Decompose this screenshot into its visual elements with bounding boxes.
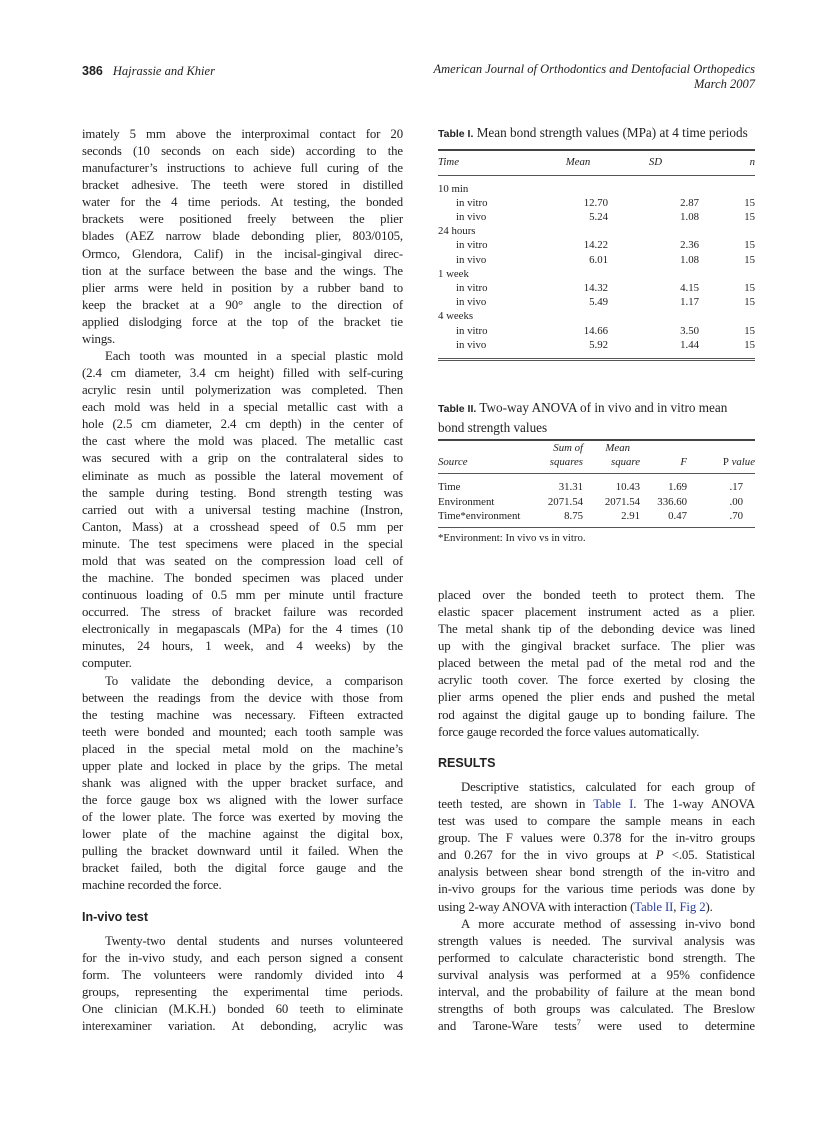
paragraph xyxy=(82,673,403,895)
time-period-cell: 24 hours xyxy=(438,225,476,238)
p-value-cell: .17 xyxy=(729,481,743,494)
sum-of-squares-cell: 31.31 xyxy=(558,481,583,494)
sd-cell: 2.36 xyxy=(680,239,699,252)
mean-cell: 5.92 xyxy=(589,338,608,351)
mean-cell: 12.70 xyxy=(583,196,608,209)
text-line: was secured with a grip on the contralateral sides to xyxy=(82,451,403,466)
table-group-row xyxy=(438,175,755,196)
text-line: electronically in megapascals (MPa) for the 4 times (10 xyxy=(82,622,403,637)
table-1-grid xyxy=(438,149,755,361)
text-line: the machine. The bonded specimen was placed under xyxy=(82,571,403,586)
text-line: Twenty-two dental students and nurses volunteered xyxy=(105,934,403,948)
text-line: plier arms opened the plier ends and pushed the metal xyxy=(438,690,755,705)
text-line: applied dislodging force at the top of the bracket tie xyxy=(82,314,403,329)
text-line: minute. The test specimens were placed in the special xyxy=(82,536,403,551)
mean-square-cell: 2.91 xyxy=(621,509,640,522)
text-line: water for the 4 time periods. At testing, the bonded xyxy=(82,195,403,210)
cross-reference-link[interactable]: Table II xyxy=(634,899,674,914)
left-column xyxy=(82,126,403,895)
empty-cell xyxy=(608,309,703,323)
time-period-cell: 4 weeks xyxy=(438,310,474,323)
text-line: imately 5 mm above the interproximal contact for 20 xyxy=(82,127,403,141)
right-column xyxy=(438,587,755,741)
text-line: occurred. The stress of bracket failure was recorded xyxy=(82,605,403,620)
source-cell: Time xyxy=(438,481,461,494)
text-line: lower plate of the machine against the digital box, xyxy=(82,827,403,842)
f-cell: 336.60 xyxy=(657,495,687,508)
table-1-caption-text: Mean bond strength values (MPa) at 4 time periods xyxy=(476,125,748,140)
cross-reference-link[interactable]: Fig 2 xyxy=(679,899,706,914)
environment-cell: in vivo xyxy=(456,338,487,351)
text-run: <.05. Statistical xyxy=(663,848,756,863)
text-line: strengths of both groups was calculated. The Breslow xyxy=(438,1002,755,1017)
sd-cell: 4.15 xyxy=(680,281,699,294)
table-row xyxy=(438,210,755,224)
empty-cell xyxy=(703,224,755,238)
empty-cell xyxy=(548,267,608,281)
p-value-cell: .70 xyxy=(729,509,743,522)
text-line: up with the gingival bracket surface. The plier was xyxy=(438,639,755,654)
table-row xyxy=(438,474,755,495)
n-cell: 15 xyxy=(744,239,755,252)
journal-name: American Journal of Orthodontics and Dentofacial Orthopedics xyxy=(433,62,755,76)
text-line: One clinician (M.K.H.) bonded 60 teeth to eliminate xyxy=(82,1002,403,1017)
mean-cell: 14.32 xyxy=(583,281,608,294)
text-line xyxy=(438,847,755,864)
text-line: the cast where the mold was placed. The metallic cast xyxy=(82,434,403,449)
text-line: manufacturer’s instructions to achieve full curing of the xyxy=(82,161,403,176)
text-line: continuous loading of 0.5 mm per minute until fracture xyxy=(82,588,403,603)
text-line: analysis between shear bond strength of the in-vitro and xyxy=(438,865,755,880)
text-line xyxy=(438,1018,755,1035)
text-line: tion at the surface between the base and the wings. The xyxy=(82,263,403,278)
running-header-right xyxy=(434,62,756,92)
p-value-cell: .00 xyxy=(729,495,743,508)
italic-symbol: P xyxy=(655,848,664,863)
text-run: using 2-way ANOVA with interaction ( xyxy=(438,899,635,914)
sum-of-squares-cell: 8.75 xyxy=(564,509,583,522)
table-row xyxy=(438,338,755,360)
environment-cell: in vitro xyxy=(456,239,488,252)
table-row xyxy=(438,495,755,509)
text-line: rod against the digital gauge up to bonding failure. The xyxy=(438,707,755,722)
text-line: mold that was seated on the compression load cell of xyxy=(82,553,403,568)
text-line: placed over the bonded teeth to protect them. The xyxy=(438,588,755,602)
environment-cell: in vitro xyxy=(456,196,488,209)
table-2-label: Table II. xyxy=(438,403,477,415)
text-line: each mold was held in a special metallic cast with a xyxy=(82,400,403,415)
environment-cell: in vitro xyxy=(456,324,488,337)
time-period-cell: 10 min xyxy=(438,182,469,195)
text-run: teeth tested, are shown in xyxy=(438,797,594,812)
text-line: the force gauge box ws aligned with the lower surface xyxy=(82,793,403,808)
environment-cell: in vivo xyxy=(456,253,487,266)
text-line xyxy=(438,796,755,813)
empty-cell xyxy=(703,309,755,323)
table-row xyxy=(438,281,755,295)
mean-square-cell: 2071.54 xyxy=(604,495,640,508)
paragraph xyxy=(438,916,755,1036)
text-line xyxy=(438,899,755,916)
in-vivo-paragraphs xyxy=(82,933,403,1035)
empty-cell xyxy=(548,224,608,238)
text-line: Descriptive statistics, calculated for each group of xyxy=(461,780,755,794)
text-line: The metal shank tip of the debonding device was lined xyxy=(438,622,755,637)
empty-cell xyxy=(608,175,703,196)
running-authors: Hajrassie and Khier xyxy=(112,64,215,78)
text-line: placed between the metal pad of the metal rod and the xyxy=(438,656,755,671)
n-cell: 15 xyxy=(744,210,755,223)
text-line: force gauge recorded the force values automatically. xyxy=(438,724,700,739)
table-1 xyxy=(438,124,755,361)
col-header-sum-of-squares xyxy=(533,440,583,474)
f-cell: 1.69 xyxy=(668,481,687,494)
paragraph xyxy=(82,348,403,672)
text-line: seconds (10 seconds on each side) according to the xyxy=(82,144,403,159)
text-line: test was used to compare the sample means in each xyxy=(438,814,755,829)
source-cell: Environment xyxy=(438,495,495,508)
text-line: Ormco, Glendora, Calif) in the incisal-gingival direc- xyxy=(82,246,403,261)
mean-cell: 5.24 xyxy=(589,210,608,223)
in-vivo-section-text xyxy=(82,933,403,1035)
n-cell: 15 xyxy=(744,196,755,209)
time-period-cell: 1 week xyxy=(438,267,469,280)
text-line: A more accurate method of assessing in-vivo bond xyxy=(461,916,755,931)
text-line: for the in-vivo study, and each person signed a consent xyxy=(82,951,403,966)
n-cell: 15 xyxy=(744,324,755,337)
text-line: To validate the debonding device, a comparison xyxy=(105,673,403,688)
col-header-f: F xyxy=(680,456,687,469)
f-cell: 0.47 xyxy=(668,509,687,522)
cross-reference-link[interactable]: Table I xyxy=(593,797,634,812)
text-line: of the lower plate. The force was exerted by moving the xyxy=(82,810,403,825)
empty-cell xyxy=(548,309,608,323)
text-line: performed to calculate characteristic bond strength. The xyxy=(438,950,755,965)
col-header-time: Time xyxy=(438,156,459,169)
text-line: acrylic resin until polymerization was completed. Then xyxy=(82,383,403,398)
table-1-body xyxy=(438,175,755,359)
text-line: wings. xyxy=(82,331,116,346)
text-line: survival analysis was performed at a 95% confidence xyxy=(438,967,755,982)
right-body-text xyxy=(438,587,755,741)
n-cell: 15 xyxy=(744,338,755,351)
text-run: . The 1-way ANOVA xyxy=(633,797,755,812)
table-1-label: Table I. xyxy=(438,128,474,140)
mean-cell: 14.66 xyxy=(583,324,608,337)
text-line: bracket adhesive. The teeth were stored in distilled xyxy=(82,178,403,193)
col-header-n: n xyxy=(749,156,755,169)
left-body-text xyxy=(82,126,403,895)
text-line: elastic spacer placement instrument acted as a plier. xyxy=(438,605,755,620)
n-cell: 15 xyxy=(744,253,755,266)
col-header-mean-square xyxy=(583,440,640,474)
text-line: carried out with a universal testing machine (Instron, xyxy=(82,502,403,517)
text-line: placed in the special metal mold on the machine’s xyxy=(82,741,403,756)
col-header-ss-line2: squares xyxy=(549,456,583,469)
empty-cell xyxy=(608,267,703,281)
table-row xyxy=(438,509,755,528)
text-line: pulling the bracket downward until it failed. When the xyxy=(82,844,403,859)
text-line: strength values is needed. The survival analysis was xyxy=(438,933,755,948)
table-row xyxy=(438,253,755,267)
table-2-body xyxy=(438,474,755,528)
text-line: Each tooth was mounted in a special plastic mold xyxy=(105,349,403,364)
paragraph xyxy=(82,126,403,348)
empty-cell xyxy=(548,175,608,196)
text-line: acrylic tooth cover. The force exerted by closing the xyxy=(438,673,755,688)
section-heading-results: RESULTS xyxy=(438,756,496,770)
col-header-source: Source xyxy=(438,456,468,469)
text-line: computer. xyxy=(82,656,132,671)
text-line: the sample during testing. Bond strength testing was xyxy=(82,485,403,500)
text-line: machine recorded the force. xyxy=(82,878,222,893)
sd-cell: 1.08 xyxy=(680,253,699,266)
text-line: brackets were positioned freely between the plier xyxy=(82,212,403,227)
table-2-grid xyxy=(438,439,755,528)
table-row xyxy=(438,238,755,252)
mean-cell: 6.01 xyxy=(589,253,608,266)
page-number: 386 xyxy=(82,64,103,78)
text-line: bracket failed, both the digital force gauge and the xyxy=(82,861,403,876)
n-cell: 15 xyxy=(744,296,755,309)
mean-square-cell: 10.43 xyxy=(615,481,640,494)
table-2 xyxy=(438,399,755,544)
col-header-p: P xyxy=(722,456,729,469)
results-section-text xyxy=(438,779,755,1035)
text-line: interval, and the probability of failure at the mean bond xyxy=(438,984,755,999)
col-header-ms-line1: Mean xyxy=(605,442,630,454)
section-heading-in-vivo-test: In-vivo test xyxy=(82,910,148,924)
issue-date: March 2007 xyxy=(694,77,755,91)
text-line: group. The F values were 0.378 for the in-vitro groups xyxy=(438,831,755,846)
col-header-ms-line2: square xyxy=(611,456,640,469)
text-run: were used to determine xyxy=(580,1019,755,1034)
sum-of-squares-cell: 2071.54 xyxy=(547,495,583,508)
environment-cell: in vivo xyxy=(456,210,487,223)
text-run: and 0.267 for the in vivo groups at xyxy=(438,848,656,863)
table-group-row xyxy=(438,224,755,238)
text-line: in-vivo groups for the various time periods was done by xyxy=(438,882,755,897)
text-line: plier arms were held in position by a rubber band to xyxy=(82,280,403,295)
text-line: interexaminer variation. At debonding, acrylic was xyxy=(82,1019,403,1034)
results-paragraphs xyxy=(438,779,755,1035)
text-line: groups, representing the experimental time periods. xyxy=(82,985,403,1000)
table-2-caption-text: Two-way ANOVA of in vivo and in vitro mean bond strength values xyxy=(438,400,728,435)
citation-superscript[interactable]: 7 xyxy=(576,1017,581,1028)
source-cell: Time*environment xyxy=(438,509,521,522)
table-group-row xyxy=(438,267,755,281)
running-header-left xyxy=(82,62,215,80)
text-line: eliminate as much as possible the lateral movement of xyxy=(82,468,403,483)
text-line: upper plate and locked in place by the grips. The metal xyxy=(82,758,403,773)
col-header-sd: SD xyxy=(648,156,663,169)
empty-cell xyxy=(703,175,755,196)
table-1-caption xyxy=(438,124,755,144)
text-run: , xyxy=(673,899,680,914)
sd-cell: 3.50 xyxy=(680,324,699,337)
mean-cell: 14.22 xyxy=(583,239,608,252)
text-line: shank was aligned with the upper bracket surface, and xyxy=(82,775,403,790)
col-header-p-value xyxy=(697,440,755,474)
table-1-header-row xyxy=(438,150,755,176)
text-line: (2.4 cm diameter, 3.4 cm height) filled with self-curing xyxy=(82,366,403,381)
paragraph xyxy=(438,587,755,741)
col-header-mean: Mean xyxy=(565,156,591,169)
sd-cell: 1.44 xyxy=(680,338,699,351)
empty-cell xyxy=(608,224,703,238)
text-run: and Tarone-Ware tests xyxy=(438,1019,577,1034)
table-2-header-row xyxy=(438,440,755,474)
environment-cell: in vitro xyxy=(456,281,488,294)
empty-cell xyxy=(703,267,755,281)
paragraph xyxy=(82,933,403,1035)
sd-cell: 2.87 xyxy=(680,196,699,209)
table-row xyxy=(438,295,755,309)
environment-cell: in vivo xyxy=(456,296,487,309)
text-line: teeth were bonded and mounted; each tooth sample was xyxy=(82,724,403,739)
col-header-value: value xyxy=(731,456,755,469)
text-line: Canton, Mass) at a crosshead speed of 0.5 mm per xyxy=(82,519,403,534)
table-2-caption xyxy=(438,399,755,436)
mean-cell: 5.49 xyxy=(589,296,608,309)
sd-cell: 1.17 xyxy=(680,296,699,309)
text-line: between the readings from the device with those from xyxy=(82,690,403,705)
table-2-footnote: *Environment: In vivo vs in vitro. xyxy=(438,532,586,545)
table-group-row xyxy=(438,309,755,323)
text-line: blades (AEZ narrow blade debonding plier, 803/0105, xyxy=(82,229,403,244)
text-line: keep the bracket at a 90° angle to the direction of xyxy=(82,297,403,312)
table-row xyxy=(438,196,755,210)
col-header-ss-line1: Sum of xyxy=(553,442,583,454)
sd-cell: 1.08 xyxy=(680,210,699,223)
paragraph xyxy=(438,779,755,916)
text-line: hole (2.5 cm diameter, 2.4 cm depth) in the center of xyxy=(82,417,403,432)
text-line: the testing machine was necessary. Fifteen extracted xyxy=(82,707,403,722)
text-line: form. The volunteers were randomly divided into 4 xyxy=(82,968,403,983)
text-run: ). xyxy=(705,899,713,914)
table-row xyxy=(438,324,755,338)
text-line: minutes, 24 hours, 1 week, and 4 weeks) by the xyxy=(82,639,403,654)
n-cell: 15 xyxy=(744,281,755,294)
